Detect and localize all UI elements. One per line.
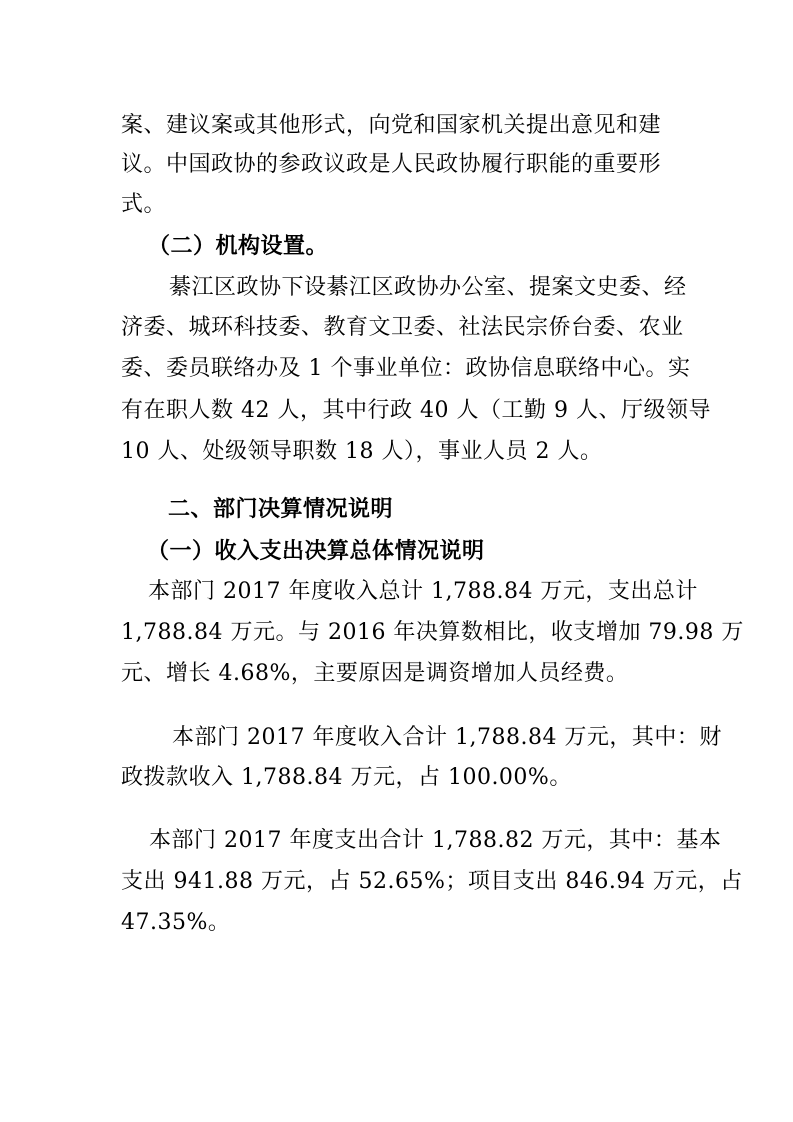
section-heading-organization: （二）机构设置。 (148, 233, 329, 259)
text-line: 10 人、处级领导职数 18 人），事业人员 2 人。 (121, 439, 603, 464)
section-heading-final-accounts: 二、部门决算情况说明 (168, 496, 394, 522)
text-line: 本部门 2017 年度支出合计 1,788.82 万元，其中：基本 (149, 828, 722, 853)
text-line: 本部门 2017 年度收入总计 1,788.84 万元，支出总计 (148, 579, 698, 604)
text-line: 政拨款收入 1,788.84 万元，占 100.00%。 (121, 765, 572, 790)
text-line: 有在职人数 42 人，其中行政 40 人（工勤 9 人、厅级领导 (121, 398, 711, 423)
text-line: 式。 (121, 192, 167, 217)
text-line: 济委、城环科技委、教育文卫委、社法民宗侨台委、农业 (121, 315, 684, 340)
text-line: 支出 941.88 万元，占 52.65%；项目支出 846.94 万元，占 (121, 869, 743, 894)
text-line: 綦江区政协下设綦江区政协办公室、提案文史委、经 (169, 275, 687, 300)
text-line: 1,788.84 万元。与 2016 年决算数相比，收支增加 79.98 万 (121, 620, 744, 645)
section-heading-overall-summary: （一）收入支出决算总体情况说明 (147, 538, 485, 564)
text-line: 委、委员联络办及 1 个事业单位：政协信息联络中心。实 (121, 356, 691, 381)
text-line: 元、增长 4.68%，主要原因是调资增加人员经费。 (121, 661, 629, 686)
text-line: 案、建议案或其他形式，向党和国家机关提出意见和建 (121, 113, 662, 138)
text-line: 议。中国政协的参政议政是人民政协履行职能的重要形 (121, 152, 662, 177)
text-line: 47.35%。 (121, 910, 231, 935)
text-line: 本部门 2017 年度收入合计 1,788.84 万元，其中：财 (172, 725, 722, 750)
